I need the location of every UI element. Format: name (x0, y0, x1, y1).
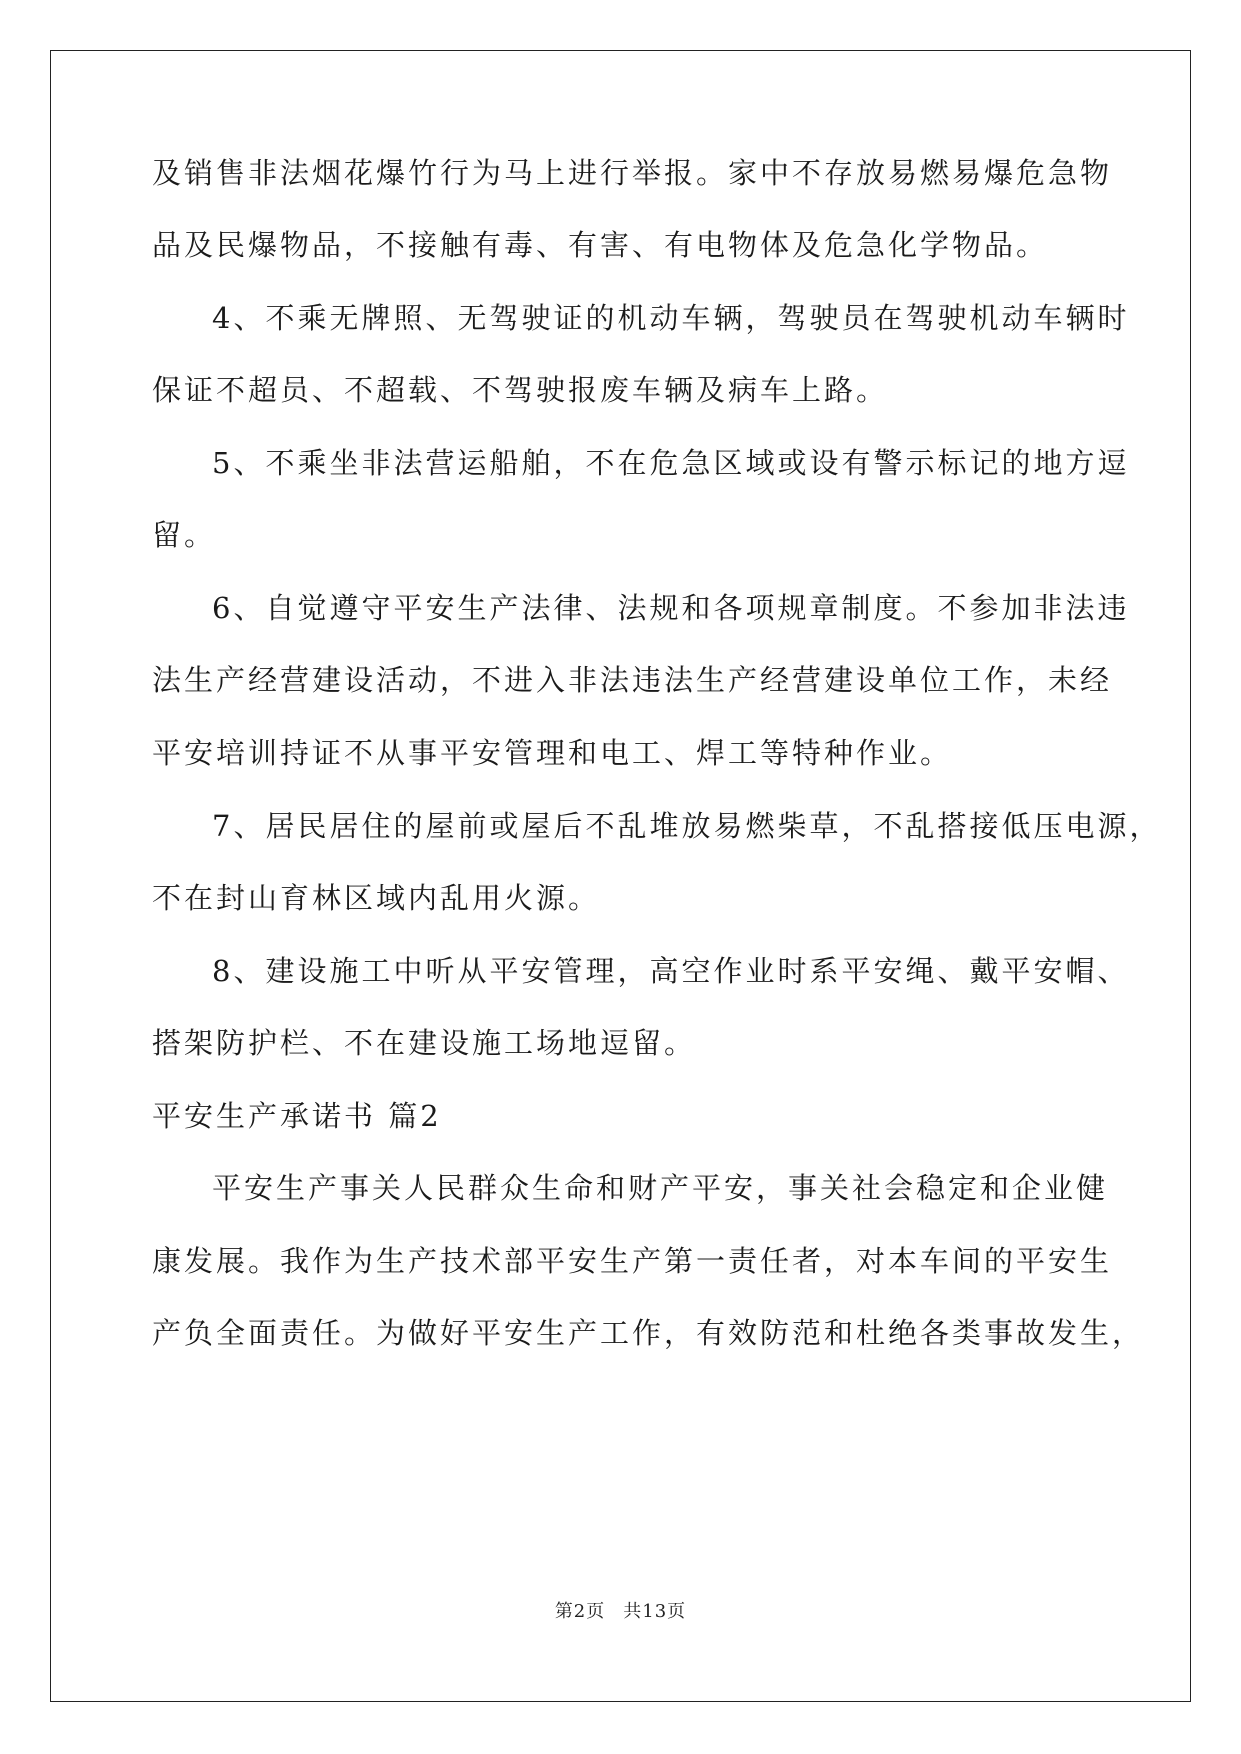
page-number: 第2页 (554, 1601, 606, 1622)
text-line: 平安培训持证不从事平安管理和电工、焊工等特种作业。 (152, 736, 953, 770)
text-line: 产负全面责任。为做好平安生产工作，有效防范和杜绝各类事故发生， (152, 1316, 1145, 1350)
paragraph-5-start: 5、不乘坐非法营运船舶，不在危急区域或设有警示标记的地方逗 (212, 446, 1130, 480)
text-line: 法生产经营建设活动，不进入非法违法生产经营建设单位工作，未经 (152, 663, 1113, 697)
text-line: 不在封山育林区域内乱用火源。 (152, 881, 601, 915)
text-line: 保证不超员、不超载、不驾驶报废车辆及病车上路。 (152, 373, 889, 407)
text-line: 搭架防护栏、不在建设施工场地逗留。 (152, 1026, 697, 1060)
paragraph-7-start: 7、居民居住的屋前或屋后不乱堆放易燃柴草，不乱搭接低压电源， (212, 809, 1162, 843)
text-line: 品及民爆物品，不接触有毒、有害、有电物体及危急化学物品。 (152, 228, 1049, 262)
page-total: 共13页 (623, 1601, 687, 1622)
text-line: 留。 (152, 518, 217, 552)
text-line: 康发展。我作为生产技术部平安生产第一责任者，对本车间的平安生 (152, 1244, 1113, 1278)
paragraph-start: 平安生产事关人民群众生命和财产平安，事关社会稳定和企业健 (212, 1171, 1109, 1205)
page-footer (0, 1600, 1241, 1624)
text-line: 及销售非法烟花爆竹行为马上进行举报。家中不存放易燃易爆危急物 (152, 156, 1113, 190)
section-heading: 平安生产承诺书 篇2 (152, 1099, 442, 1133)
paragraph-6-start: 6、自觉遵守平安生产法律、法规和各项规章制度。不参加非法违 (212, 591, 1130, 625)
paragraph-8-start: 8、建设施工中听从平安管理，高空作业时系平安绳、戴平安帽、 (212, 954, 1130, 988)
paragraph-4-start: 4、不乘无牌照、无驾驶证的机动车辆，驾驶员在驾驶机动车辆时 (212, 301, 1130, 335)
